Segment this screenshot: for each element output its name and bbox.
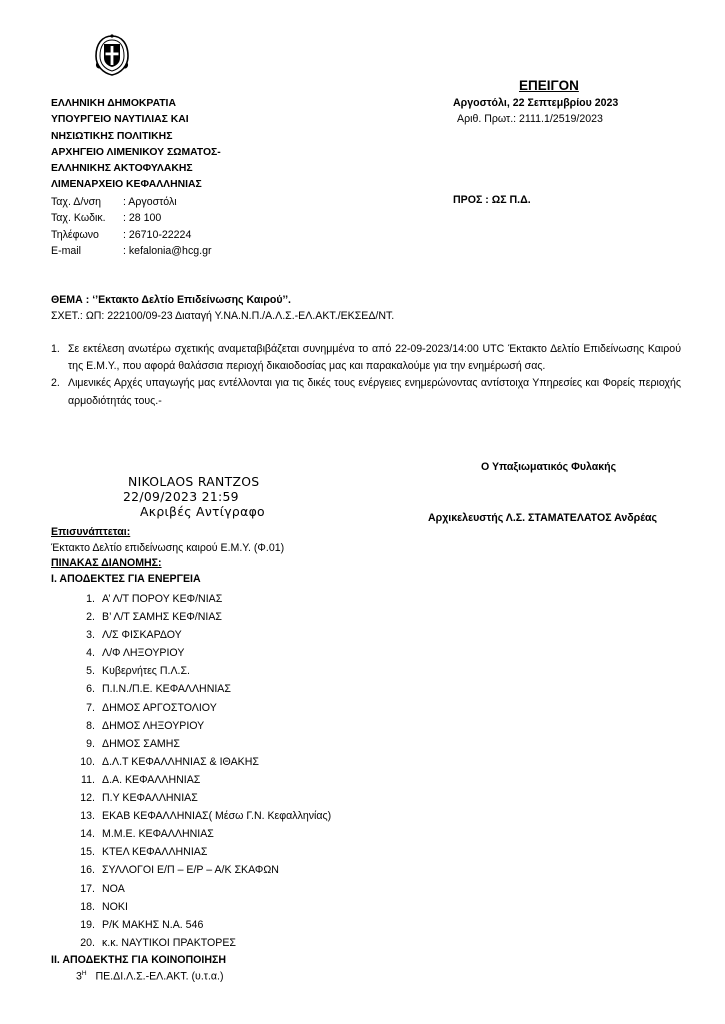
contact-value: : Αργοστόλι [123,196,177,208]
recipient-number: 6. [86,683,95,696]
list-item [51,699,331,717]
recipient-name: ΔΗΜΟΣ ΑΡΓΟΣΤΟΛΙΟΥ [102,701,217,714]
issuer-line: ΥΠΟΥΡΓΕΙΟ ΝΑΥΤΙΛΙΑΣ ΚΑΙ [51,114,189,126]
contact-row [51,227,212,243]
attachments-heading: Επισυνάπτεται: [51,526,131,538]
contact-label: E-mail [51,244,82,257]
contact-label: Ταχ. Δ/νση [51,196,102,208]
list-item [51,825,331,843]
true-copy-note: Ακριβές Αντίγραφο [140,504,265,519]
recipient-number: 5. [86,665,95,678]
cc-text: ΠΕ.ΔΙ.Λ.Σ.-ΕΛ.ΑΚΤ. (υ.τ.α.) [95,970,224,983]
body-paragraphs [51,341,681,410]
digital-signer: NIKOLAOS RANTZOS [128,474,260,489]
recipient-number: 16. [80,864,95,877]
list-item [51,807,331,825]
list-item [51,753,331,771]
recipient-number: 10. [80,755,95,768]
signatory-name: Αρχικελευστής Λ.Σ. ΣΤΑΜΑΤΕΛΑΤΟΣ Ανδρέας [428,512,658,524]
action-recipients-heading: Ι. ΑΠΟΔΕΚΤΕΣ ΓΙΑ ΕΝΕΡΓΕΙΑ [51,573,201,585]
body-paragraph [51,341,681,375]
digital-signature-datetime: 22/09/2023 21:59 [123,489,239,504]
contact-label: Ταχ. Κωδικ. [51,212,106,225]
list-item [51,590,331,608]
recipient-line: ΠΡΟΣ : ΩΣ Π.Δ. [453,194,531,206]
recipient-name: Μ.Μ.Ε. ΚΕΦΑΛΛΗΝΙΑΣ [102,828,214,841]
cc-recipient [76,970,224,983]
contact-row [51,243,212,259]
recipient-name: Λ/Σ ΦΙΣΚΑΡΔΟΥ [102,629,182,642]
issuer-line: ΕΛΛΗΝΙΚΗ ΔΗΜΟΚΡΑΤΙΑ [51,98,176,109]
protocol-number: Αριθ. Πρωτ.: 2111.1/2519/2023 [457,113,603,125]
contact-block [51,194,212,259]
issuer-line: ΑΡΧΗΓΕΙΟ ΛΙΜΕΝΙΚΟΥ ΣΩΜΑΤΟΣ- [51,146,221,158]
recipient-name: ΚΤΕΛ ΚΕΦΑΛΛΗΝΙΑΣ [102,846,208,859]
list-item [51,861,331,879]
list-item [51,626,331,644]
recipient-number: 18. [80,900,95,913]
list-item [51,898,331,916]
list-item [51,735,331,753]
recipient-number: 15. [80,846,95,859]
recipient-name: Π.Ι.Ν./Π.Ε. ΚΕΦΑΛΛΗΝΙΑΣ [102,683,231,696]
digital-signature-stamp [123,474,265,519]
distribution-heading: ΠΙΝΑΚΑΣ ΔΙΑΝΟΜΗΣ: [51,557,162,569]
list-item [51,608,331,626]
cc-number: 3 [76,970,82,983]
recipient-name: ΕΚΑΒ ΚΕΦΑΛΛΗΝΙΑΣ( Μέσω Γ.Ν. Κεφαλληνίας) [102,810,332,823]
recipient-number: 11. [81,773,95,786]
recipient-number: 14. [80,828,95,841]
list-item [51,680,331,698]
recipient-name: ΔΗΜΟΣ ΛΗΞΟΥΡΙΟΥ [102,719,205,732]
list-item [51,934,331,952]
list-item [51,843,331,861]
recipient-number: 17. [80,882,95,895]
recipient-name: ΣΥΛΛΟΓΟΙ Ε/Π – Ε/Ρ – Α/Κ ΣΚΑΦΩΝ [102,864,279,877]
list-item [51,662,331,680]
list-item [51,880,331,898]
cc-recipients-heading: ΙΙ. ΑΠΟΔΕΚΤΗΣ ΓΙΑ ΚΟΙΝΟΠΟΙΗΣΗ [51,954,227,966]
contact-row [51,210,212,226]
greek-coat-of-arms-icon [92,32,132,78]
recipient-name: Ρ/Κ ΜΑΚΗΣ Ν.Α. 546 [102,918,204,931]
recipient-name: κ.κ. ΝΑΥΤΙΚΟΙ ΠΡΑΚΤΟΡΕΣ [102,936,236,949]
place-date: Αργοστόλι, 22 Σεπτεμβρίου 2023 [453,97,619,109]
paragraph-text: Λιμενικές Αρχές υπαγωγής μας εντέλλονται για τις δικές τους ενέργειες ενημερώνοντας αντίστοιχα Υπηρεσίες και Φορείς περιοχής αρμοδιότητάς τους.- [68,377,681,407]
issuer-line: ΝΗΣΙΩΤΙΚΗΣ ΠΟΛΙΤΙΚΗΣ [51,130,173,142]
recipient-number: 13. [80,810,95,823]
contact-value: : 26710-22224 [123,228,192,241]
recipient-name: Δ.Α. ΚΕΦΑΛΛΗΝΙΑΣ [102,773,201,786]
reference-line: ΣΧΕΤ.: ΩΠ: 222100/09-23 Διαταγή Υ.ΝΑ.Ν.Π./Α.Λ.Σ.-ΕΛ.ΑΚΤ./ΕΚΣΕΔ/ΝΤ. [51,310,395,322]
recipient-number: 9. [86,737,95,750]
recipient-number: 19. [80,918,95,931]
recipient-number: 20. [80,936,95,949]
list-item [51,916,331,934]
contact-row [51,194,212,210]
contact-value: : 28 100 [123,212,162,225]
list-item [51,789,331,807]
issuer-block [51,96,221,194]
paragraph-text: Σε εκτέλεση ανωτέρω σχετικής αναμεταβιβάζεται συνημμένα το από 22-09-2023/14:00 UTC Έκτακτο Δελτίο Επιδείνωσης Καιρού της Ε.Μ.Υ., που αφορά θαλάσσια περιοχή δικαιοδοσίας μας και παρακαλούμε για την ενημέρωσή σας. [68,343,681,373]
urgency-label: ΕΠΕΙΓΟΝ [519,78,579,93]
recipient-number: 4. [86,647,95,660]
subject-line: ΘΕΜΑ : ‘’Εκτακτο Δελτίο Επιδείνωσης Καιρού’’. [51,294,291,306]
recipient-number: 12. [80,792,95,805]
action-recipients-list [51,590,331,952]
recipient-name: Λ/Φ ΛΗΞΟΥΡΙΟΥ [102,647,185,660]
issuer-line: ΛΙΜΕΝΑΡΧΕΙΟ ΚΕΦΑΛΛΗΝΙΑΣ [51,179,202,191]
body-paragraph [51,375,681,409]
recipient-name: Α’ Λ/Τ ΠΟΡΟΥ ΚΕΦ/ΝΙΑΣ [102,593,223,605]
paragraph-number: 1. [51,343,60,355]
list-item [51,717,331,735]
attachment-item: Έκτακτο Δελτίο επιδείνωσης καιρού Ε.Μ.Υ. (Φ.01) [51,542,285,554]
contact-value[interactable]: : kefalonia@hcg.gr [123,244,212,257]
list-item [51,771,331,789]
recipient-number: 8. [86,719,95,732]
paragraph-number: 2. [51,377,60,390]
recipient-name: Κυβερνήτες Π.Λ.Σ. [102,665,190,678]
recipient-number: 7. [86,701,95,714]
recipient-name: Π.Υ ΚΕΦΑΛΛΗΝΙΑΣ [102,792,198,805]
list-item [51,644,331,662]
recipient-number: 1. [86,593,95,605]
recipient-name: ΔΗΜΟΣ ΣΑΜΗΣ [102,737,180,750]
issuer-line: ΕΛΛΗΝΙΚΗΣ ΑΚΤΟΦΥΛΑΚΗΣ [51,163,193,175]
recipient-number: 2. [86,611,95,624]
signatory-title: Ο Υπαξιωματικός Φυλακής [481,461,617,473]
cc-ordinal: Η [81,970,87,977]
recipient-name: ΝΟΑ [102,882,125,895]
recipient-name: Δ.Λ.Τ ΚΕΦΑΛΛΗΝΙΑΣ & ΙΘΑΚΗΣ [102,755,259,768]
recipient-name: Β’ Λ/Τ ΣΑΜΗΣ ΚΕΦ/ΝΙΑΣ [102,611,222,624]
contact-label: Τηλέφωνο [51,228,99,241]
recipient-number: 3. [86,629,95,642]
recipient-name: ΝΟΚΙ [102,900,128,913]
